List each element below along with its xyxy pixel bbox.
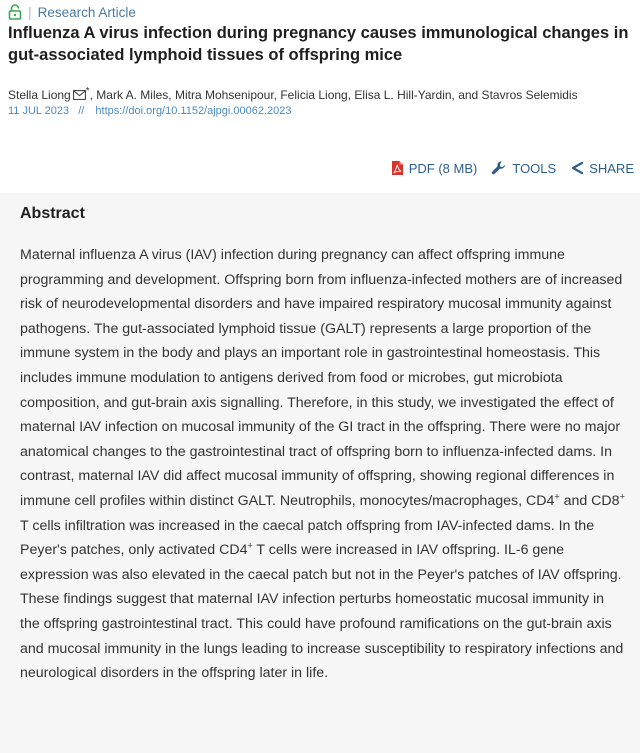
author-list <box>8 84 636 103</box>
superscript-plus: + <box>554 491 560 502</box>
share-icon <box>570 161 584 175</box>
abstract-part-4: T cells were increased in IAV offspring. IL-6 gene expression was also elevated in the caecal patch but not in the Peyer's patches of IAV offspring. These findings suggest that maternal IAV infection perturbs homeostatic mucosal immunity in the offspring gastrointestinal tract. This could have profound ramifications on the gut-brain axis and mucosal immunity in the lungs leading to increase susceptibility to respiratory infections and neurological disorders in the offspring later in life. <box>20 542 624 682</box>
abstract-part-2: and CD8 <box>559 492 620 509</box>
pdf-button[interactable] <box>391 160 478 176</box>
article-title: Influenza A virus infection during pregnancy causes immunological changes in gut-associated lymphoid tissues of offspring mice <box>8 24 629 64</box>
abstract-part-1: Maternal influenza A virus (IAV) infection during pregnancy can affect offspring immune programming and development. Offspring born from influenza-infected mothers are of increased risk of neurodevelopmental disorders and have impaired respiratory mucosal immunity against pathogens. The gut-associated lymphoid tissue (GALT) represents a large proportion of the immune system in the body and plays an important role in gastrointestinal homeostasis. This includes immune modulation to antigens derived from food or microbes, gut microbiota composition, and gut-brain axis signalling. Therefore, in this study, we investigated the effect of maternal IAV infection on mucosal immunity of the GI tract in the offspring. There were no major anatomical changes to the gastrointestinal tract of offspring born to influenza-infected dams. In contrast, maternal IAV did affect mucosal immunity of offspring, showing regional differences in immune cell profiles within distinct GALT. Neutrophils, monocytes/macrophages, CD4 <box>20 247 623 509</box>
article-toolbar <box>391 160 634 176</box>
publication-date: 11 JUL 2023 <box>8 105 70 117</box>
superscript-plus: + <box>619 491 625 502</box>
tools-label: TOOLS <box>512 160 557 176</box>
author-first[interactable]: Stella Liong <box>8 88 71 102</box>
article-type-row <box>8 4 136 20</box>
doi-link[interactable]: https://doi.org/10.1152/ajpgi.00062.2023 <box>95 105 292 117</box>
pdf-file-icon <box>391 160 404 176</box>
pdf-label: PDF (8 MB) <box>408 160 478 176</box>
share-button[interactable] <box>570 161 634 176</box>
article-meta <box>8 105 292 117</box>
corresponding-mark: * <box>85 86 90 97</box>
article-type-label: Research Article <box>37 4 136 20</box>
open-access-lock-icon <box>8 4 22 20</box>
meta-separator: // <box>78 105 85 117</box>
mail-icon[interactable] <box>73 88 86 98</box>
tools-button[interactable] <box>491 160 556 176</box>
abstract-text <box>20 243 625 686</box>
separator-bar: | <box>28 4 32 20</box>
wrench-icon <box>491 160 507 176</box>
superscript-plus: + <box>247 540 253 551</box>
abstract-heading: Abstract <box>20 205 85 222</box>
share-label: SHARE <box>589 160 634 176</box>
author-rest: , Mark A. Miles, Mitra Mohsenipour, Felicia Liong, Elisa L. Hill-Yardin, and Stavros Selemidis <box>89 88 578 102</box>
abstract-part-3: T cells infiltration was increased in the caecal patch offspring from IAV-infected dams. In the Peyer's patches, only activated CD4 <box>20 517 595 559</box>
